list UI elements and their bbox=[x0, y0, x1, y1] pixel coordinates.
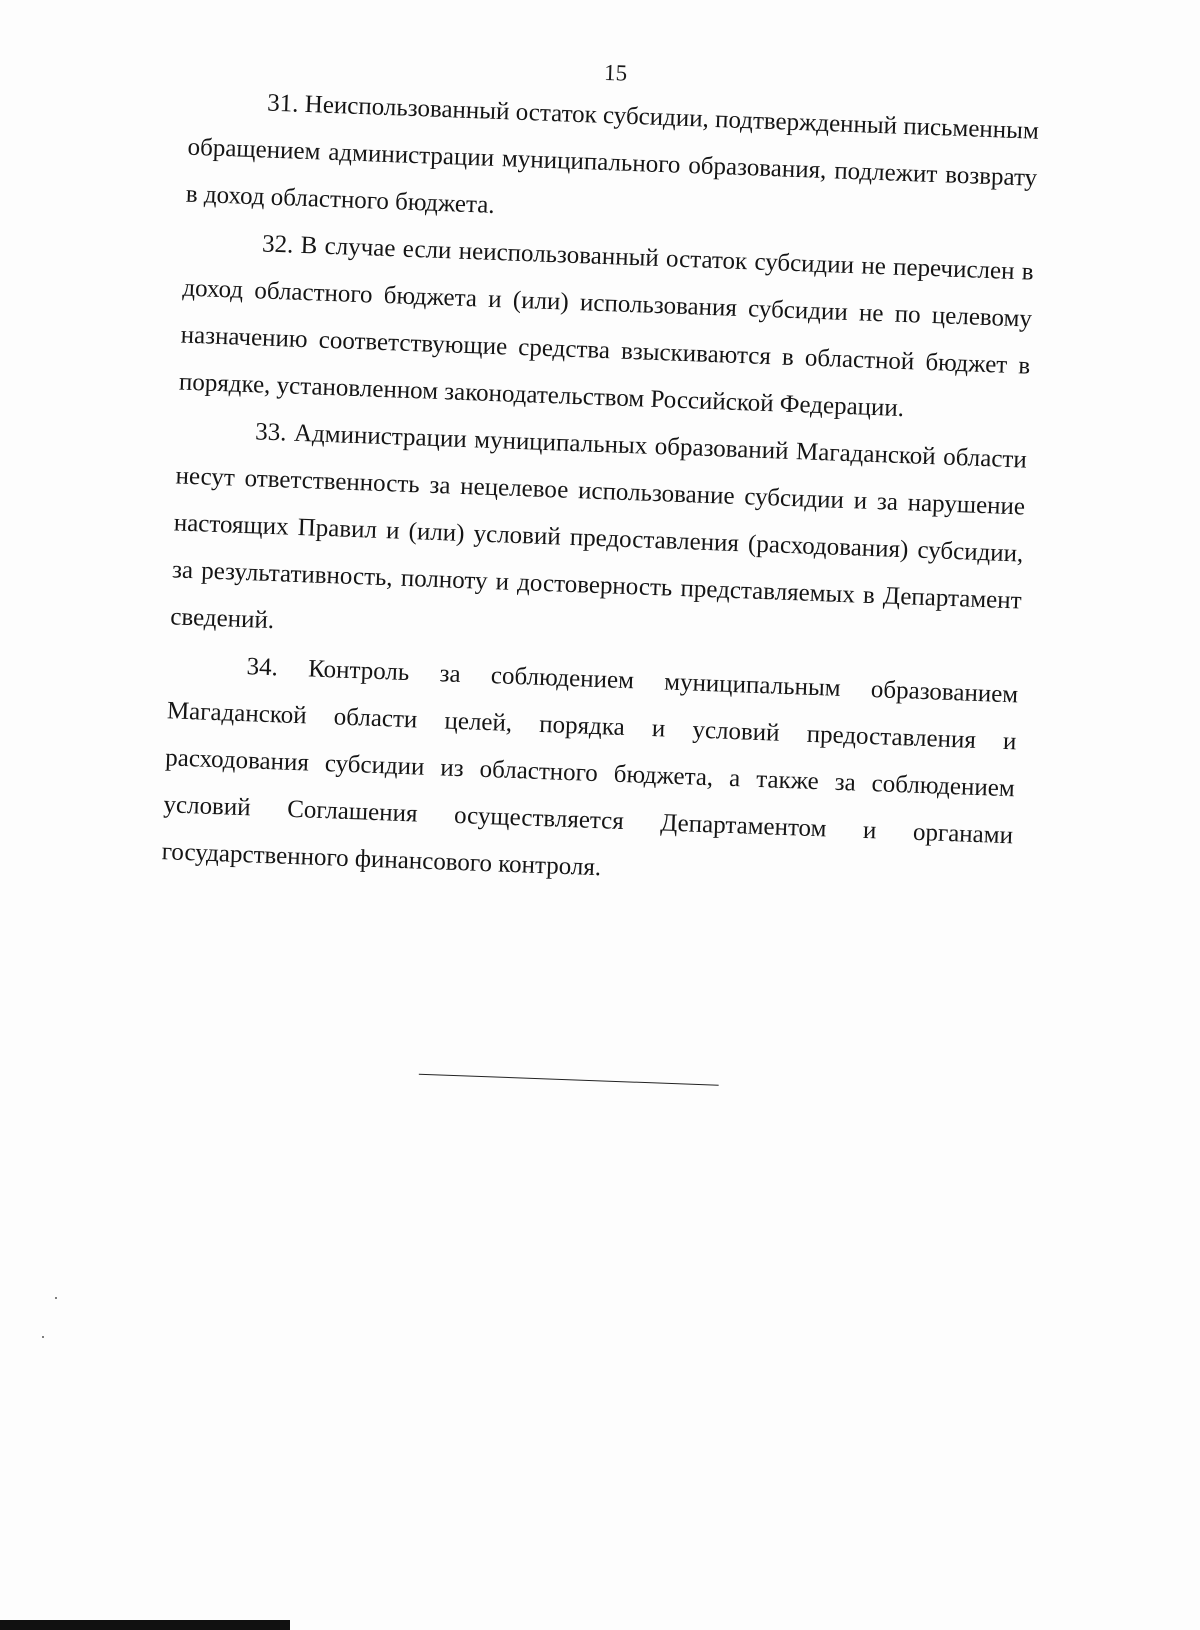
scan-speck bbox=[42, 1336, 44, 1338]
scan-edge-shadow bbox=[0, 1620, 290, 1630]
scan-speck bbox=[55, 1297, 57, 1299]
paragraph-33: 33. Администрации муниципальных образований Магаданской области несут ответственность за нецелевое использование субсидии и за нарушение настоящих Правил и (или) условий предоставления (расходования) субсидии, за результативность, полноту и достоверность представляемых в Департамент сведений. bbox=[169, 418, 1028, 635]
end-of-document-rule bbox=[419, 1074, 719, 1086]
paragraph-31: 31. Неиспользованный остаток субсидии, подтвержденный письменным обращением администрации муниципального образования, подлежит возврату в доход областного бюджета. bbox=[185, 89, 1040, 219]
document-body bbox=[161, 77, 1040, 907]
page-number: 15 bbox=[603, 59, 628, 86]
paragraph-34: 34. Контроль за соблюдением муниципальным образованием Магаданской области целей, порядка и условий предоставления и расходования субсидии из областного бюджета, а также за соблюдением условий Соглашения осуществляется Департаментом и органами государственного финансового контроля. bbox=[161, 653, 1019, 882]
paragraph-32: 32. В случае если неиспользованный остаток субсидии не перечислен в доход областного бюджета и (или) использования субсидии не по целевому назначению соответствующие средства взыскиваются в областной бюджет в порядке, установленном законодательством Российской Федерации. bbox=[178, 230, 1035, 423]
